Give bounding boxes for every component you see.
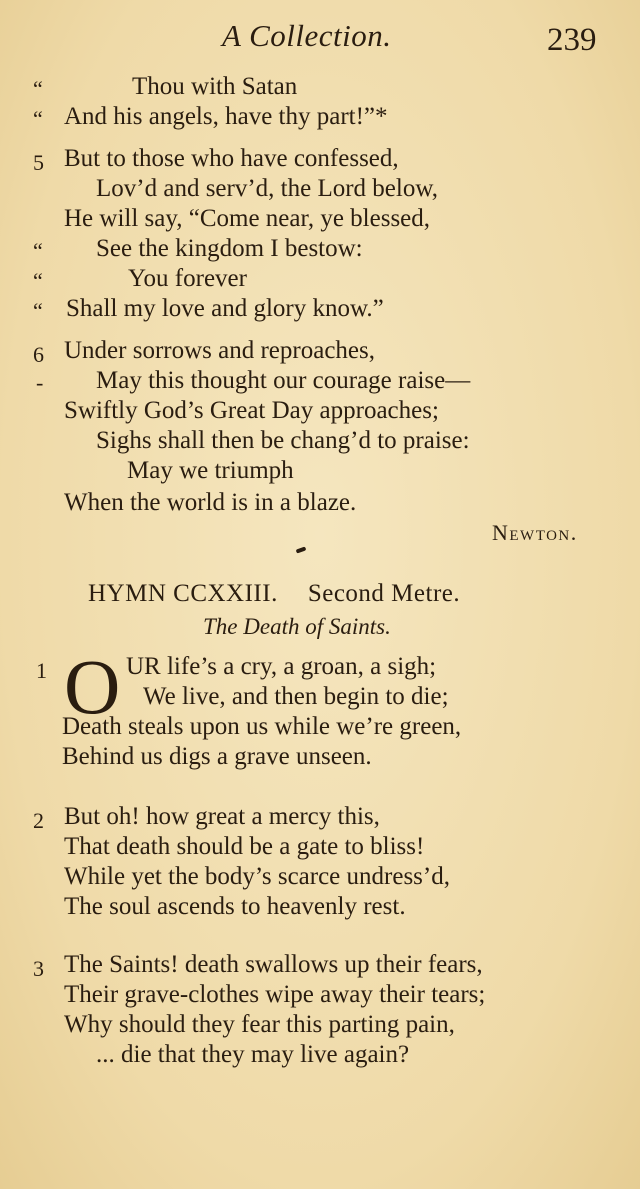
- verse-line: You forever: [128, 265, 247, 292]
- verse-line: We live, and then begin to die;: [143, 683, 449, 710]
- hymn-subtitle: The Death of Saints.: [203, 614, 391, 639]
- verse-line: ... die that they may live again?: [96, 1041, 410, 1068]
- verse-line: But oh! how great a mercy this,: [64, 803, 380, 830]
- verse-line: Swiftly God’s Great Day approaches;: [64, 397, 439, 424]
- stanza-number: 5: [33, 150, 44, 175]
- verse-line: UR life’s a cry, a groan, a sigh;: [126, 653, 437, 680]
- verse-line: That death should be a gate to bliss!: [64, 833, 425, 860]
- verse-line: Death steals upon us while we’re green,: [62, 713, 462, 740]
- stanza-number: 3: [33, 956, 44, 981]
- stanza-mark: “: [33, 106, 43, 131]
- verse-line: And his angels, have thy part!”*: [64, 103, 388, 130]
- page-number: 239: [547, 22, 597, 58]
- verse-line: The Saints! death swallows up their fears,: [64, 951, 483, 978]
- verse-line: While yet the body’s scarce undress’d,: [64, 863, 450, 890]
- stanza-mark: “: [33, 76, 43, 101]
- verse-line: Their grave-clothes wipe away their tears;: [64, 981, 486, 1008]
- verse-line: Under sorrows and reproaches,: [64, 337, 375, 364]
- verse-line: The soul ascends to heavenly rest.: [64, 893, 406, 920]
- verse-line: But to those who have confessed,: [64, 145, 399, 172]
- stanza-mark: -: [36, 370, 44, 395]
- hymn-number: HYMN CCXXIII.: [88, 580, 278, 607]
- verse-line: May this thought our courage raise—: [96, 367, 471, 394]
- running-title: A Collection.: [222, 18, 392, 53]
- verse-line: Lov’d and serv’d, the Lord below,: [96, 175, 439, 202]
- stanza-number: 2: [33, 808, 44, 833]
- verse-line: Thou with Satan: [132, 73, 298, 100]
- hymn-author: Newton.: [492, 520, 578, 545]
- verse-line: He will say, “Come near, ye blessed,: [64, 205, 431, 232]
- verse-line: Why should they fear this parting pain,: [64, 1011, 455, 1038]
- hymn-heading: [88, 580, 460, 608]
- ornament: [296, 546, 307, 553]
- verse-line: See the kingdom I bestow:: [96, 235, 363, 262]
- drop-cap: O: [64, 643, 121, 730]
- stanza-mark: “: [33, 238, 43, 263]
- verse-line: May we triumph: [127, 457, 294, 484]
- verse-line: Behind us digs a grave unseen.: [62, 743, 372, 770]
- stanza-mark: “: [33, 298, 43, 323]
- stanza-mark: “: [33, 268, 43, 293]
- verse-line: Sighs shall then be chang’d to praise:: [96, 427, 470, 454]
- hymn-metre: Second Metre.: [307, 580, 461, 607]
- stanza-number: 1: [36, 658, 47, 683]
- verse-line: When the world is in a blaze.: [64, 489, 357, 516]
- stanza-number: 6: [33, 342, 44, 367]
- verse-line: Shall my love and glory know.”: [66, 295, 384, 322]
